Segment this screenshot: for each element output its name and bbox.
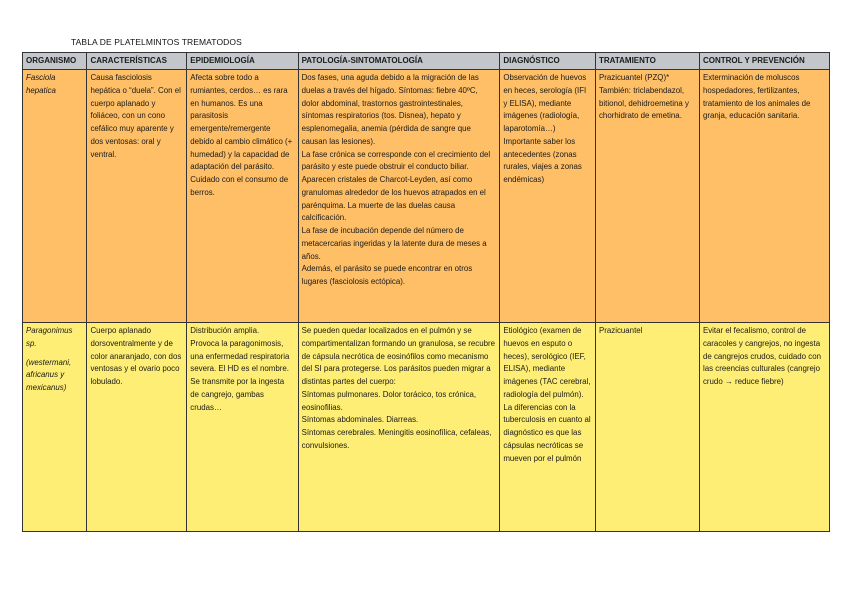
epidemiology-cell xyxy=(187,323,298,532)
control-text: Evitar el fecalismo, control de caracoles y cangrejos, no ingesta de cangrejos crudos, cuidado con las creencias culturales (cangrejo crudo → reduce fiebre) xyxy=(702,326,821,386)
treatment-text: Prazicuantel (PZQ)* También: triclabendazol, bitionol, dehidroemetina y chorhidrato de emetina. xyxy=(598,73,689,121)
header-epidemiologia: EPIDEMIOLOGÍA xyxy=(187,53,298,70)
table-row xyxy=(23,323,830,532)
characteristics-text: Causa fasciolosis hepática o “duela”. Con el cuerpo aplanado y foliáceo, con un cono cefálico muy aparente y dos ventosas: oral y ventral. xyxy=(90,73,181,159)
treatment-cell xyxy=(595,323,699,532)
header-diagnostico: DIAGNÓSTICO xyxy=(500,53,596,70)
organism-name: Fasciola hepatica xyxy=(26,73,56,95)
diagnosis-text: Observación de huevos en heces, serología (IFI y ELISA), mediante imágenes (radiología, laparotomía…) Importante saber los antecedentes (zonas rurales, viajes a zonas endémicas) xyxy=(503,73,587,184)
characteristics-cell xyxy=(87,70,187,323)
trematodes-table xyxy=(22,52,830,532)
table-header-row xyxy=(23,53,830,70)
treatment-cell xyxy=(595,70,699,323)
table-row xyxy=(23,70,830,323)
pathology-text: Se pueden quedar localizados en el pulmón y se compartimentalizan formando un granulosa, se recubre de cápsula necrótica de eosinófilos como mecanismo del SI para protegerse. Los parásitos pueden migrar a distintas partes del cuerpo: Síntomas pulmonares. Dolor torácico, tos crónica, eosinofilias. Síntomas abdominales. Diarreas. Síntomas cerebrales. Meningitis eosinofílica, cefaleas, convulsiones. xyxy=(301,326,495,450)
header-tratamiento: TRATAMIENTO xyxy=(595,53,699,70)
header-caracteristicas: CARACTERÍSTICAS xyxy=(87,53,187,70)
pathology-text: Dos fases, una aguda debido a la migración de las duelas a través del hígado. Síntomas: fiebre 40ºC, dolor abdominal, trastornos gastrointestinales, síntomas respiratorios (tos. Disnea), hepato y esplenomegalia, anemia (pérdida de sangre que causan las lesiones). La fase crónica se corresponde con el crecimiento del parásito y este puede obstruir el conducto biliar. Aparecen cristales de Charcot-Leyden, así como granulomas alrededor de los huevos atrapados en el parénquima. La muerte de las duelas causa calcificación. La fase de incubación depende del número de metacercarias ingeridas y la latente dura de meses a años. Además, el parásito se puede encontrar en otros lugares (fasciolosis ectópica). xyxy=(301,73,491,286)
header-organismo: ORGANISMO xyxy=(23,53,87,70)
organism-cell xyxy=(23,323,87,532)
diagnosis-cell xyxy=(500,323,596,532)
pathology-cell xyxy=(298,70,500,323)
organism-name: Paragonimus sp. xyxy=(26,326,73,348)
diagnosis-text: Etiológico (examen de huevos en esputo o heces), serológico (IEF, ELISA), mediante imágenes (TAC cerebral, radiología del pulmón). La diferencias con la tuberculosis en cuanto al diagnóstico es que las cápsulas necróticas se mueven por el pulmón xyxy=(503,326,591,463)
control-cell xyxy=(699,70,829,323)
epidemiology-cell xyxy=(187,70,298,323)
characteristics-cell xyxy=(87,323,187,532)
epidemiology-text: Distribución amplia. Provoca la paragonimosis, una enfermedad respiratoria severa. El HD es el nombre. Se transmite por la ingesta de cangrejo, gambas crudas… xyxy=(190,326,290,412)
treatment-text: Prazicuantel xyxy=(598,326,643,335)
header-control: CONTROL Y PREVENCIÓN xyxy=(699,53,829,70)
control-cell xyxy=(699,323,829,532)
pathology-cell xyxy=(298,323,500,532)
diagnosis-cell xyxy=(500,70,596,323)
control-text: Exterminación de moluscos hospedadores, fertilizantes, tratamiento de los animales de granja, educación sanitaria. xyxy=(702,73,811,121)
document-title: TABLA DE PLATELMINTOS TREMATODOS xyxy=(71,37,242,47)
organism-cell xyxy=(23,70,87,323)
organism-species: (westermani, africanus y mexicanus) xyxy=(26,357,72,392)
epidemiology-text: Afecta sobre todo a rumiantes, cerdos… es rara en humanos. Es una parasitosis emergente/remergente debido al cambio climático (+ humedad) y la capacidad de adaptación del parásito. Cuidado con el consumo de berros. xyxy=(190,73,293,197)
header-patologia: PATOLOGÍA-SINTOMATOLOGÍA xyxy=(298,53,500,70)
characteristics-text: Cuerpo aplanado dorsoventralmente y de color anaranjado, con dos ventosas y el ovario poco lobulado. xyxy=(90,326,182,386)
